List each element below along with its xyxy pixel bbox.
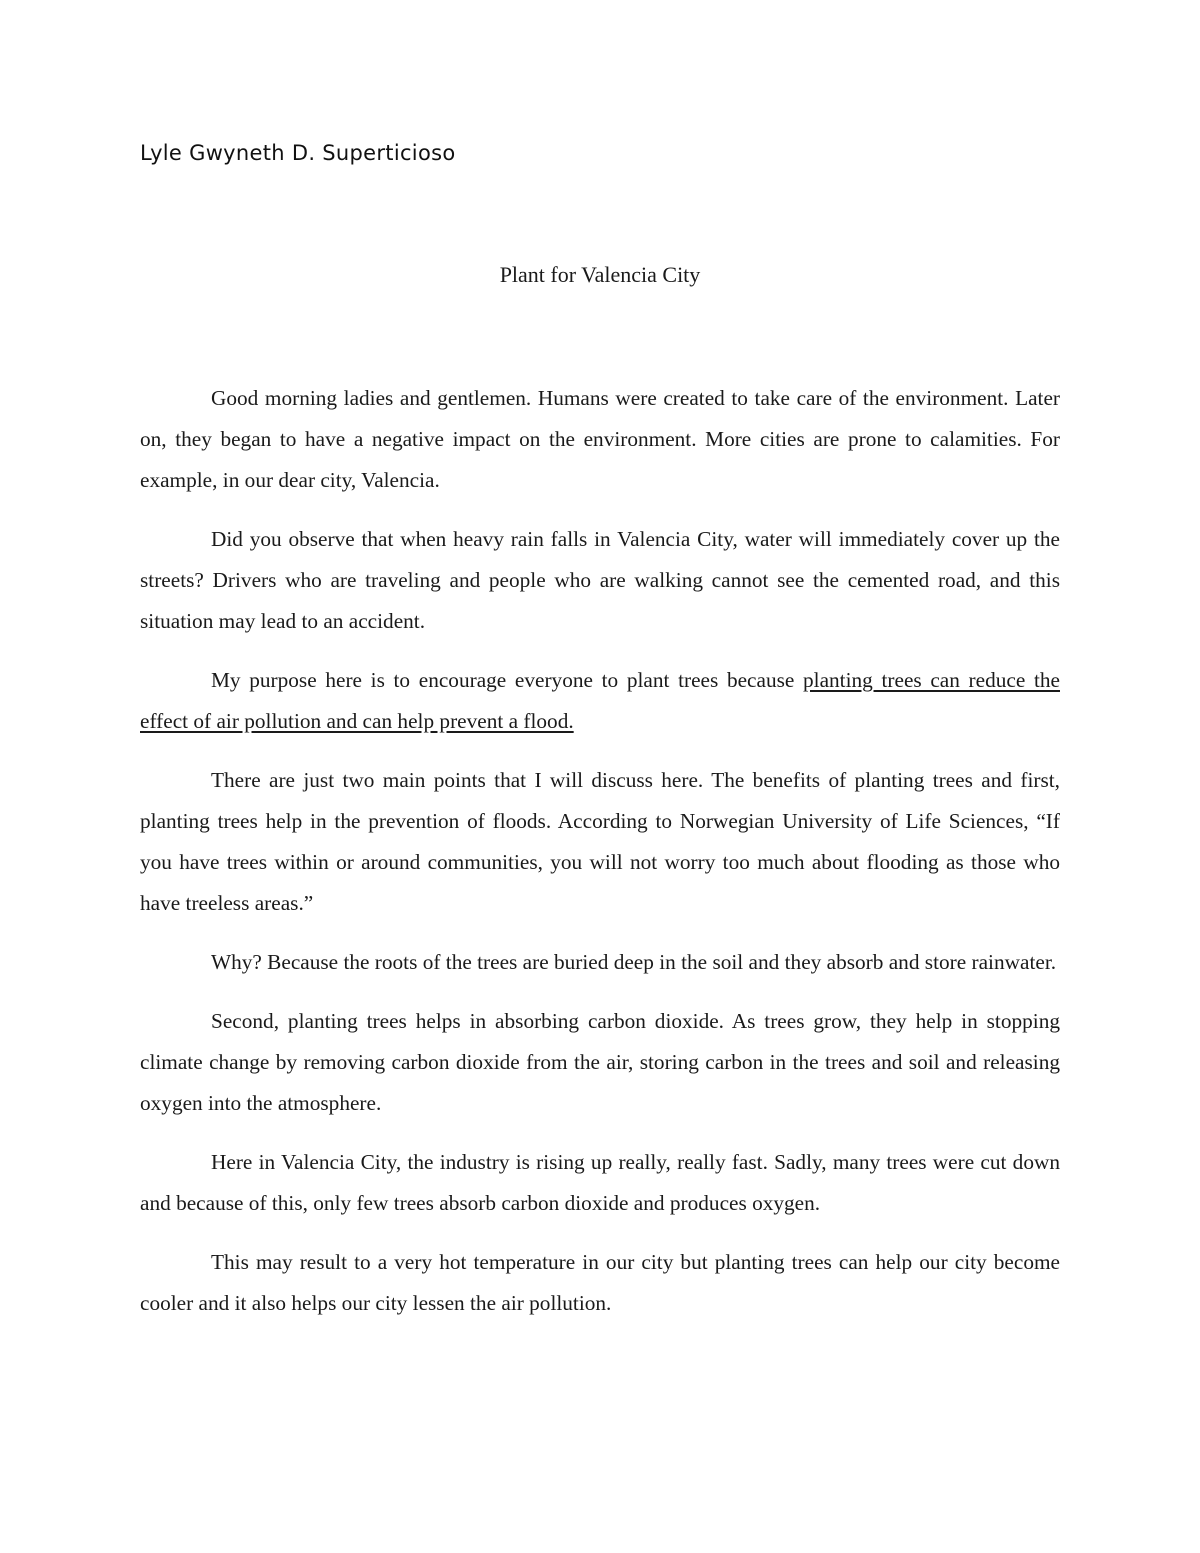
thesis-statement: planting trees can reduce the effect of air pollution and can help prevent a flood. xyxy=(140,668,1060,733)
paragraph-industry: Here in Valencia City, the industry is rising up really, really fast. Sadly, many trees were cut down and because of this, only few trees absorb carbon dioxide and produces oxygen. xyxy=(140,1150,1060,1215)
document-title: Plant for Valencia City xyxy=(499,262,701,287)
paragraph-first-point: There are just two main points that I will discuss here. The benefits of planting trees and first, planting trees help in the prevention of floods. According to Norwegian University of Life Sciences, “If you have trees within or around communities, you will not worry too much about flooding as those who have treeless areas.” xyxy=(140,768,1060,915)
paragraph-conclusion: This may result to a very hot temperature in our city but planting trees can help our city become cooler and it also helps our city lessen the air pollution. xyxy=(140,1250,1060,1315)
paragraph-second-point: Second, planting trees helps in absorbing carbon dioxide. As trees grow, they help in stopping climate change by removing carbon dioxide from the air, storing carbon in the trees and soil and releasing oxygen into the atmosphere. xyxy=(140,1009,1060,1115)
paragraph-intro: Good morning ladies and gentlemen. Humans were created to take care of the environment. Later on, they began to have a negative impact on the environment. More cities are prone to calamities. For example, in our dear city, Valencia. xyxy=(140,386,1060,492)
paragraph-observation: Did you observe that when heavy rain falls in Valencia City, water will immediately cover up the streets? Drivers who are traveling and people who are walking cannot see the cemented road, and this situation may lead to an accident. xyxy=(140,527,1060,633)
purpose-lead-text: My purpose here is to encourage everyone to plant trees because xyxy=(211,668,804,692)
paragraph-purpose xyxy=(140,660,1060,742)
paragraph-why: Why? Because the roots of the trees are buried deep in the soil and they absorb and store rainwater. xyxy=(211,950,1057,974)
document-body xyxy=(140,378,1060,1342)
author-name: Lyle Gwyneth D. Superticioso xyxy=(140,141,456,165)
